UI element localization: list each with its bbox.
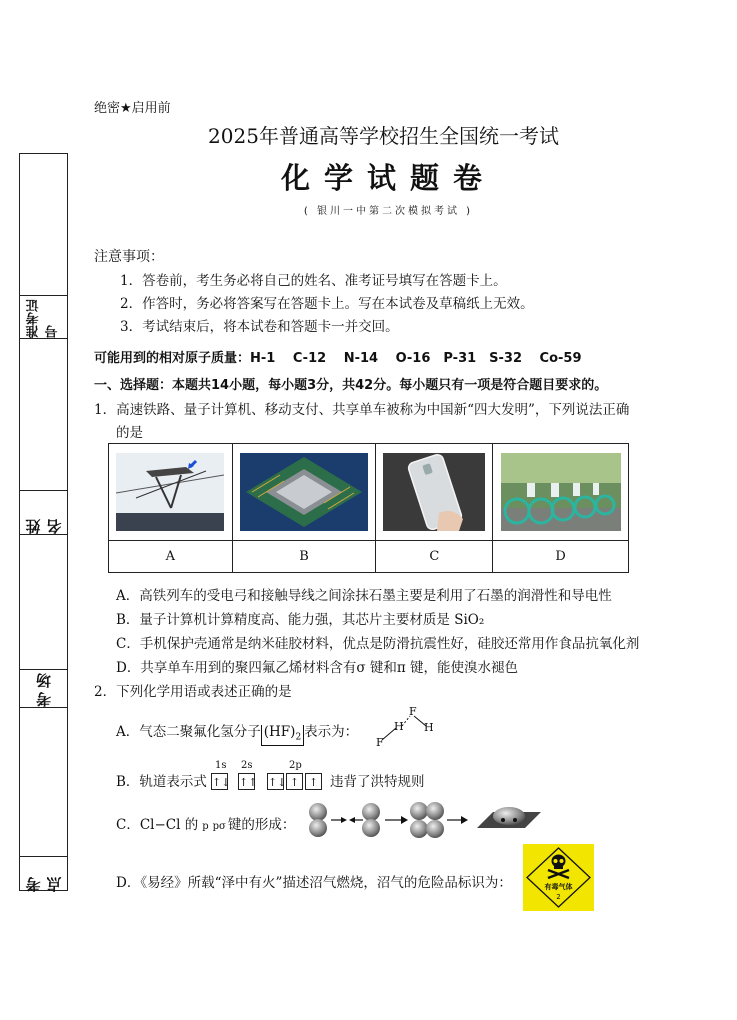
notice-item: 2．作答时，务必将答案写在答题卡上。写在本试卷及草稿纸上无效。	[120, 296, 534, 312]
confidential-mark: 绝密★启用前	[94, 101, 171, 116]
table-label-c: C	[376, 541, 493, 573]
pantograph-image	[116, 453, 224, 531]
q1-stem: 1．高速铁路、量子计算机、移动支付、共享单车被称为中国新“四大发明”，下列说法正确	[94, 402, 630, 418]
binding-strip	[19, 153, 68, 891]
notice-item: 3．考试结束后，将本试卷和答题卡一并交回。	[120, 319, 399, 335]
q2-stem: 2．下列化学用语或表述正确的是	[94, 684, 292, 700]
q2-option-c	[116, 813, 295, 833]
phone-case-image	[383, 453, 485, 531]
table-label-a: A	[109, 541, 233, 573]
orbital-p-label: p	[202, 821, 209, 832]
q2-option-c-tail: 键的形成：	[227, 817, 296, 833]
label-name: 姓名	[24, 509, 64, 534]
orbital-label-2p: 2p	[289, 760, 302, 771]
orbital-box-2p-2: ↑	[286, 773, 303, 790]
q2-option-d: D．《易经》所载“泽中有火”描述沼气燃烧，沼气的危险品标识为：	[116, 875, 512, 891]
exam-note: ( 银川一中第二次模拟考试 )	[303, 206, 474, 217]
sigma-bond-formation	[305, 800, 545, 840]
orbital-box-1s: ↑↓	[211, 773, 228, 790]
hf-subscript: 2	[295, 732, 302, 743]
strip-divider	[20, 707, 67, 708]
table-label-d: D	[493, 541, 629, 573]
orbital-psigma-label: pσ	[212, 821, 226, 832]
orbital-box-2p-3: ↑	[305, 773, 322, 790]
hazard-class-number: 2	[556, 893, 561, 901]
q1-stem-cont: 的是	[116, 425, 143, 441]
hf-dimer-structure	[372, 704, 442, 750]
cell-image-c	[376, 444, 493, 541]
q2-option-a	[116, 720, 358, 746]
orbital-label-2s: 2s	[241, 760, 253, 771]
q1-option-c: C．手机保护壳通常是纳米硅胶材料，优点是防滑抗震性好，硅胶还常用作食品抗氧化剂	[116, 636, 640, 652]
atom-h2: H	[424, 721, 434, 734]
cell-image-a	[109, 444, 233, 541]
atom-h1: H	[394, 720, 404, 733]
chip-image	[240, 453, 368, 531]
orbital-box-2p-1: ↑↓	[267, 773, 284, 790]
subject-title: 化学试题卷	[280, 161, 496, 195]
atom-f2: F	[409, 705, 417, 718]
shared-bikes-image	[501, 453, 621, 531]
q2-option-b-tail: 违背了洪特规则	[330, 774, 425, 790]
notice-heading: 注意事项：	[94, 249, 164, 265]
q2-option-a-tail: 表示为：	[304, 724, 359, 740]
atom-f1: F	[376, 736, 384, 749]
skull-icon	[548, 855, 569, 879]
orbital-label-1s: 1s	[215, 760, 227, 771]
strip-divider	[20, 338, 67, 339]
q1-option-a: A．高铁列车的受电弓和接触导线之间涂抹石墨主要是利用了石墨的润滑性和导电性	[116, 588, 612, 604]
atomic-masses: 可能用到的相对原子质量：H-1 C-12 N-14 O-16 P-31 S-32 Co-59	[94, 351, 582, 366]
hazard-label: 有毒气体	[544, 883, 573, 891]
q2-option-a-text: A．气态二聚氟化氢分子	[116, 724, 261, 740]
cell-image-b	[232, 444, 376, 541]
label-exam-site: 考点	[24, 873, 64, 892]
exam-title: 2025年普通高等学校招生全国统一考试	[208, 124, 559, 148]
hazard-sign	[523, 844, 594, 911]
hf-formula: (HF)	[263, 724, 296, 740]
orbital-box-2s: ↑↑	[238, 773, 255, 790]
label-exam-id: 准考证号	[26, 299, 61, 338]
section-heading: 一、选择题：本题共14小题，每小题3分，共42分。每小题只有一项是符合题目要求的。	[94, 378, 608, 393]
q2-option-b-text: B．轨道表示式	[116, 774, 207, 790]
q1-image-table	[108, 443, 629, 573]
q1-option-d: D．共享单车用到的聚四氟乙烯材料含有σ 键和π 键，能使溴水褪色	[116, 660, 518, 676]
cell-image-d	[493, 444, 629, 541]
q2-option-b	[116, 770, 207, 790]
notice-item: 1．答卷前，考生务必将自己的姓名、准考证号填写在答题卡上。	[120, 273, 507, 289]
label-exam-room: 考场	[35, 669, 53, 707]
q1-option-b: B．量子计算机计算精度高、能力强，其芯片主要材质是 SiO₂	[116, 612, 485, 628]
q2-option-c-text: C．Cl−Cl 的	[116, 817, 199, 833]
strip-divider	[20, 534, 67, 535]
table-label-b: B	[232, 541, 376, 573]
orbital-diagram	[211, 760, 331, 794]
